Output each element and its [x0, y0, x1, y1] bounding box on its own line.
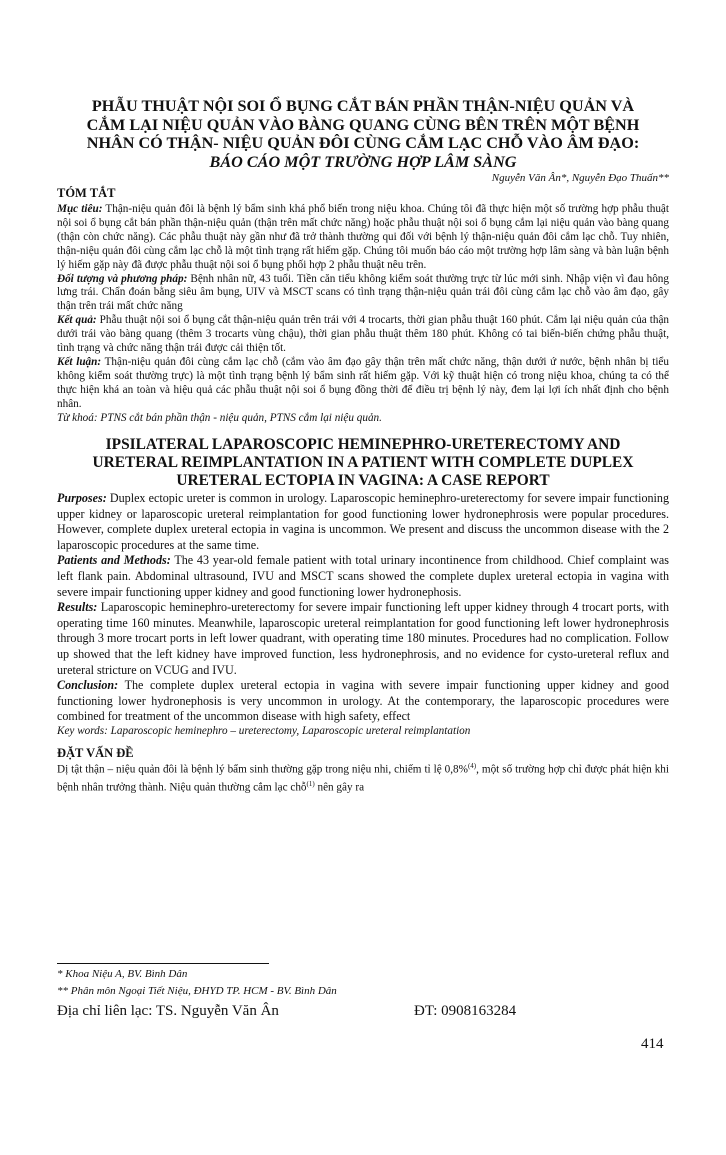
citation-1: (1)	[306, 779, 315, 788]
abstract-vi-methods	[57, 273, 669, 315]
article	[57, 97, 669, 795]
title-en	[57, 436, 669, 491]
objective-text: Thận-niệu quản đôi là bệnh lý bẩm sinh khá phổ biến trong niệu khoa. Chúng tôi đã thực hiện một số trường hợp phẫu thuật nội soi ổ bụng cắt bán phần thận-niệu quản (thận trên mất chức năng) hoặc phẫu thuật nội soi ổ bụng cắm lại niệu quản vào bàng quang (thận còn chức năng). Các phẫu thuật này gần như đã trở thành thường qui đối với bệnh lý thận-niệu quản đôi cắm lạc chỗ. Tuy nhiên, thận-niệu quản đôi cùng cắm lạc chỗ là một tình trạng rất hiếm gặp. Chúng tôi muốn báo cáo một trường hợp lâm sàng và bàn luận bệnh lý hiếm gặp này đã được phẫu thuật nội soi ổ bụng phối hợp 2 phẫu thuật nêu trên.	[57, 203, 670, 271]
authors: Nguyễn Văn Ân*, Nguyễn Đạo Thuấn**	[491, 172, 669, 184]
keywords-en: Key words: Laparoscopic heminephro – ureterectomy, Laparoscopic ureteral reimplantation	[57, 725, 471, 738]
conclusion-en-text: The complete duplex ureteral ectopia in vagina with severe impair functioning upper kidney and good functioning lower hydronephosis is very uncommon in urology. At the contemporary, the laparoscopic procedures were combined for treatment of the uncommon disease with high safety, effect	[57, 678, 669, 724]
results-vi-label: Kết quả:	[57, 314, 97, 327]
purposes-label: Purposes:	[57, 491, 107, 506]
methods-en-text: The 43 year-old female patient with total urinary incontinence from childhood. Chief complaint was left flank pain. Abdominal ultrasound, IVU and MSCT scans showed the complete duplex ureteral ectopia in vagina with severe impair functioning upper kidney and good functioning lower hydronephosis.	[57, 553, 669, 599]
purposes-text: Duplex ectopic ureter is common in urology. Laparoscopic heminephro-ureterectomy for severe impair functioning upper kidney or laparoscopic ureteral reimplantation for good functioning lower hydronephrosis were popular procedures. However, complete duplex ureteral ectopia in vagina is uncommon. We present and discuss the uncommon disease with the 2 laparoscopic procedures at the same time.	[57, 491, 669, 552]
title-vi	[57, 97, 669, 171]
intro-text-b: , một số trường hợp chỉ được phát hiện khi bệnh nhân trưởng thành. Niệu quản thường cắm lạc chỗ	[57, 763, 670, 794]
intro-paragraph	[57, 760, 669, 795]
page-number: 414	[641, 1036, 664, 1052]
methods-vi-label: Đối tượng và phương pháp:	[57, 272, 188, 285]
abstract-en-methods	[57, 553, 669, 600]
results-en-label: Results:	[57, 600, 98, 615]
citation-4: (4)	[467, 761, 477, 770]
conclusion-en-label: Conclusion:	[57, 678, 119, 693]
results-vi-text: Phẫu thuật nội soi ổ bụng cắt thận-niệu quản trên trái với 4 trocarts, thời gian phẫu thuật 160 phút. Cắm lại niệu quản của thận dưới trái vào bàng quang (thêm 3 trocarts vùng chậu), thời gian phẫu thuật thêm 180 phút. Không có tai biến-biến chứng phẫu thuật, tình trạng và chức năng thận trái được cải thiện tốt.	[57, 314, 670, 355]
footnote-2: ** Phân môn Ngoại Tiết Niệu, ĐHYD TP. HCM - BV. Bình Dân	[57, 985, 337, 997]
conclusion-vi-text: Thận-niệu quản đôi cùng cắm lạc chỗ (cắm vào âm đạo gây thận trên mất chức năng, thận dưới ứ nước, bệnh nhân bị tiểu không kiểm soát thường trực) là một tình trạng bệnh lý bẩm sinh rất hiếm gặp. Với kỹ thuật hiện có trong niệu khoa, chúng ta có thể thực hiện khá an toàn và hiệu quả các phẫu thuật nội soi ổ bụng đồng thời để điều trị bệnh lý này, đem lại lợi ích nhất định cho bệnh nhân.	[57, 355, 669, 410]
title-vi-line2: CẮM LẠI NIỆU QUẢN VÀO BÀNG QUANG CÙNG BÊN TRÊN MỘT BỆNH	[86, 115, 640, 134]
intro-text-a: Dị tật thận – niệu quản đôi là bệnh lý bẩm sinh thường gặp trong niệu nhi, chiếm tỉ lệ 0,8%	[57, 763, 468, 776]
abstract-en-purposes	[57, 491, 669, 553]
footnote-1: * Khoa Niệu A, BV. Bình Dân	[57, 968, 188, 980]
intro-heading: ĐẶT VẤN ĐỀ	[57, 745, 134, 760]
conclusion-vi-label: Kết luận:	[57, 355, 102, 368]
methods-vi-text: Bệnh nhân nữ, 43 tuổi. Tiền căn tiểu không kiểm soát thường trực từ lúc mới sinh. Nhập viện vì đau hông lưng trái. Chẩn đoán bằng siêu âm bụng, UIV và MSCT scans có tình trạng thận-niệu quản trái đôi cùng cắm lạc chỗ vào âm đạo, gây thận trên trái mất chức năng	[57, 272, 669, 313]
contact-phone: ĐT: 0908163284	[414, 1003, 517, 1019]
intro-text-c: nên gây ra	[314, 781, 365, 794]
contact-line	[57, 1002, 617, 1020]
title-en-line3: URETERAL ECTOPIA IN VAGINA: A CASE REPORT	[176, 471, 550, 489]
methods-en-label: Patients and Methods:	[57, 553, 171, 568]
title-en-line1: IPSILATERAL LAPAROSCOPIC HEMINEPHRO-URETERECTOMY AND	[105, 435, 621, 453]
keywords-vi: Từ khoá: PTNS cắt bán phần thận - niệu quản, PTNS cắm lại niệu quản.	[57, 411, 382, 424]
title-vi-line1: PHẪU THUẬT NỘI SOI Ổ BỤNG CẮT BÁN PHẦN THẬN-NIỆU QUẢN VÀ	[91, 97, 635, 115]
title-en-line2: URETERAL REIMPLANTATION IN A PATIENT WITH COMPLETE DUPLEX	[92, 453, 634, 471]
title-vi-line4: BÁO CÁO MỘT TRƯỜNG HỢP LÂM SÀNG	[209, 152, 517, 171]
title-vi-line3: NHÂN CÓ THẬN- NIỆU QUẢN ĐÔI CÙNG CẮM LẠC CHỖ VÀO ÂM ĐẠO:	[86, 134, 640, 152]
abstract-en-conclusion	[57, 678, 669, 725]
contact-address: Địa chỉ liên lạc: TS. Nguyễn Văn Ân	[57, 1003, 279, 1019]
abstract-vi-heading: TÓM TẮT	[57, 186, 116, 200]
abstract-vi-objective	[57, 203, 669, 273]
results-en-text: Laparoscopic heminephro-ureterectomy for severe impair functioning left upper kidney through 4 trocart ports, with operating time 160 minutes. Meanwhile, laparoscopic ureteral reimplantation for good functioning left lower hydronephrosis through 3 more trocart ports in left lower quadrant, with operating time 180 minutes. Procedures had no complication. Follow up showed that the left kidney have improved function, less hydronephrosis, and no evidence for cysto-ureteral reflux and ureteral stricture on VCUG and IVU.	[57, 600, 669, 677]
abstract-vi-conclusion	[57, 356, 669, 412]
abstract-vi-results	[57, 314, 669, 356]
objective-label: Mục tiêu:	[57, 203, 103, 215]
abstract-en-results	[57, 600, 669, 678]
footnote-divider	[57, 963, 269, 964]
